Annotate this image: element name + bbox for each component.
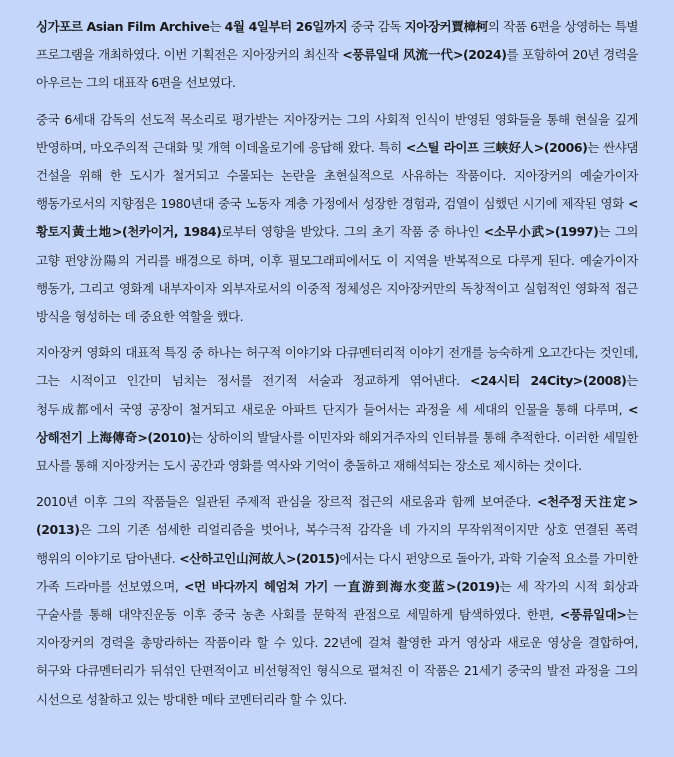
text-run: <스틸 라이프 三峡好人>(2006) [405, 139, 588, 155]
text-run: 를 포함하여 20년 경력을 아우르는 그의 대표작 6편을 선보였다. [36, 47, 638, 91]
text-run: 는 그의 고향 펀양汾陽의 거리를 배경으로 하며, 이후 필모그래피에서도 이 지역을 반복적으로 다루게 된다. 예술가이자 행동가, 그리고 영화계 내부자이자 외부자로서의 이중적 정체성은 지아장커만의 독창적이고 실험적인 영화적 접근 방식을 형성하는 데 중요한 역할을 했다. [36, 224, 638, 325]
text-run: <산하고인山河故人>(2015) [179, 550, 340, 566]
text-run: <24시티 24City>(2008) [470, 373, 627, 389]
text-run: 로부터 영향을 받았다. 그의 초기 작품 중 하나인 [221, 224, 484, 240]
text-run: 의 작품 6편을 상영하는 특별 프로그램을 개최하였다. 이번 기획전은 지아장커의 최신작 [36, 19, 638, 63]
paragraph-4 [36, 488, 638, 714]
text-run: <먼 바다까지 헤엄쳐 가기 一直游到海水变蓝>(2019) [183, 578, 500, 594]
text-run: <소무小武>(1997) [483, 224, 599, 240]
text-run: 는 싼샤댐 건설을 위해 한 도시가 철거되고 수몰되는 논란을 초현실적으로 사유하는 작품이다. 지아장커의 예술가이자 행동가로서의 지향점은 1980년대 중국 노동자 계층 가정에서 성장한 경험과, 검열이 심했던 시기에 제작된 영화 [36, 139, 638, 212]
text-run: 2010년 이후 그의 작품들은 일관된 주제적 관심을 장르적 접근의 새로움과 함께 보여준다. [36, 494, 537, 510]
text-run: 지아장커賈樟柯 [404, 19, 488, 34]
paragraph-2 [36, 106, 638, 332]
text-run: <천주정天注定>(2013) [36, 494, 638, 538]
text-run: 는 지아장커의 경력을 총망라하는 작품이라 할 수 있다. 22년에 걸쳐 촬영한 과거 영상과 새로운 영상을 결합하여, 허구와 다큐멘터리가 뒤섞인 단편적이고 비선형적인 형식으로 펼쳐진 이 작품은 21세기 중국의 발전 과정을 그의 시선으로 성찰하고 있는 방대한 메타 코멘터리라 할 수 있다. [36, 607, 638, 707]
text-run: 는 세 작가의 시적 회상과 구술사를 통해 대약진운동 이후 중국 농촌 사회를 문학적 관점으로 세밀하게 탐색하였다. 한편, [36, 578, 638, 623]
text-run: <풍류일대 风流一代>(2024) [342, 47, 507, 63]
text-run: 싱가포르 Asian Film Archive [36, 19, 210, 34]
text-run: 중국 감독 [347, 19, 405, 34]
text-run: 지아장커 영화의 대표적 특징 중 하나는 허구적 이야기와 다큐멘터리적 이야기 전개를 능숙하게 오고간다는 것인데, 그는 시적이고 인간미 넘치는 정서를 전기적 서술과 정교하게 엮어낸다. [36, 345, 638, 389]
paragraph-1 [36, 13, 638, 98]
text-run: 는 청두成都에서 국영 공장이 철거되고 새로운 아파트 단지가 들어서는 과정을 세 세대의 인물을 통해 다루며, [36, 373, 638, 417]
text-run: <상해전기 上海傳奇>(2010) [36, 401, 638, 445]
text-run: 은 그의 기존 섬세한 리얼리즘을 벗어나, 복수극적 감각을 네 가지의 무작위적이지만 상호 연결된 폭력 행위의 이야기로 담아낸다. [36, 522, 638, 566]
text-run: <풍류일대> [559, 607, 627, 623]
text-run: 에서는 다시 펀양으로 돌아가, 과학 기술적 요소를 가미한 가족 드라마를 선보였으며, [36, 550, 638, 594]
text-run: 4월 4일부터 26일까지 [224, 19, 348, 34]
paragraph-3 [36, 339, 638, 480]
text-run: 중국 6세대 감독의 선도적 목소리로 평가받는 지아장커는 그의 사회적 인식이 반영된 영화들을 통해 현실을 깊게 반영하며, 마오주의적 근대화 및 개혁 이데올로기에 응답해 왔다. 특히 [36, 111, 638, 155]
text-run: 는 상하이의 발달사를 이민자와 해외거주자의 인터뷰를 통해 추적한다. 이러한 세밀한 묘사를 통해 지아장커는 도시 공간과 영화를 역사와 기억이 충돌하고 재해석되는 장소로 제시하는 것이다. [36, 429, 638, 474]
text-run: 는 [209, 19, 225, 34]
text-run: <황토지黃土地>(천카이거, 1984) [36, 196, 638, 240]
